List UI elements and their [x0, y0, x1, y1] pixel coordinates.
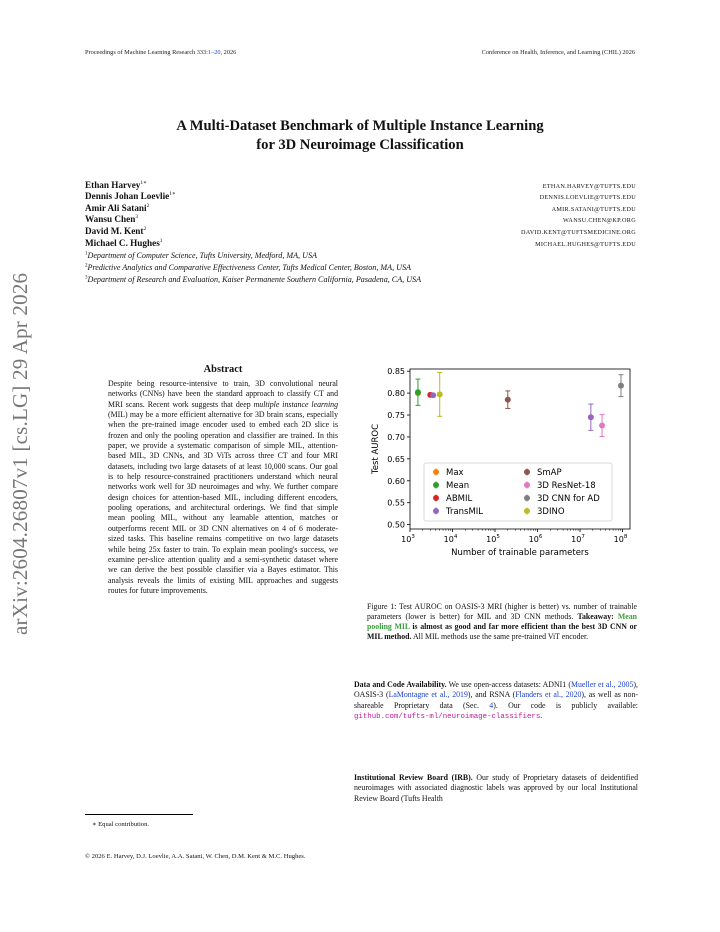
- x-tick-exponent: 6: [538, 534, 543, 540]
- legend-marker: [524, 495, 530, 501]
- footnote-rule: [85, 814, 193, 815]
- x-axis: [401, 529, 628, 544]
- author-row: Ethan Harvey$^{1∗}$ ETHAN.HARVEY@TUFTS.EDU: [85, 179, 636, 190]
- abstract-body: Despite being resource-intensive to train, 3D convolutional neural networks (CNNs) have been the standard approach to classify CT and MRI scans. Recent work suggests that deep multiple instance learning (MIL) may be a more efficient alternative for 3D brain scans, especially when the pre-trained image encoder used to embed each 2D slice is frozen and only the pooling operation and classifier are trained. In this paper, we provide a systematic comparison of simple MIL, attention-based MIL, 3D CNNs, and 3D ViTs across three CT and four MRI datasets, including two large datasets of at least 10,000 scans. Our goal is to help resource-constrained practitioners understand which neural networks work well for 3D neuroimages and why. We further compare design choices for attention-based MIL, including different encoders, pooling operations, and architectural orderings. We find that simple mean pooling MIL, without any learnable attention, matches or outperforms recent MIL or 3D CNN alternatives on 4 of 6 moderate-sized tasks. This baseline remains competitive on two large datasets while being 25x faster to train. To explain mean pooling's success, we examine per-slice attention quality and a semi-synthetic dataset where we can derive the best possible classifier via a Bayes estimator. This analysis reveals the limits of existing MIL approaches and suggests routes for future improvements.: [108, 379, 338, 595]
- abstract-heading: Abstract: [203, 364, 243, 375]
- chart-legend: [424, 463, 612, 521]
- x-tick-label: $10^7$: [571, 534, 585, 544]
- legend-label: ABMIL: [446, 494, 473, 504]
- data-point: [430, 392, 436, 398]
- author-row: Michael C. Hughes$^1$ MICHAEL.HUGHES@TUFTS.EDU: [85, 237, 636, 248]
- citation-link[interactable]: Flanders et al., 2020: [515, 690, 582, 700]
- x-tick-label: $10^8$: [613, 534, 628, 544]
- x-tick-exponent: 7: [581, 534, 585, 540]
- affiliation: $^2$Predictive Analytics and Comparative Effectiveness Center, Tufts Medical Center, Boston, MA, USA: [85, 262, 411, 272]
- x-tick-label: $10^3$: [401, 534, 415, 544]
- x-tick-label: $10^4$: [443, 534, 458, 544]
- running-header-right: Conference on Health, Inference, and Learning (CHIL) 2026: [481, 49, 635, 56]
- legend-label: Max: [446, 468, 464, 478]
- legend-label: 3DINO: [537, 507, 565, 517]
- affiliation: $^3$Department of Research and Evaluation, Kaiser Permanente Southern California, Pasadena, CA, USA: [85, 274, 422, 284]
- page-range-link[interactable]: 1–20: [207, 49, 221, 56]
- legend-label: SmAP: [537, 468, 562, 478]
- x-tick-label: $10^5$: [486, 534, 500, 544]
- paper-title: A Multi-Dataset Benchmark of Multiple Instance Learning for 3D Neuroimage Classification: [176, 118, 544, 153]
- author-row: Amir Ali Satani$^2$ AMIR.SATANI@TUFTS.EDU: [85, 202, 636, 213]
- legend-marker: [433, 495, 439, 501]
- x-tick-exponent: 5: [496, 534, 500, 540]
- data-point: [599, 423, 605, 429]
- section-link[interactable]: 4: [489, 700, 494, 710]
- legend-label: TransMIL: [446, 507, 484, 517]
- author-row: Dennis Johan Loevlie$^{1∗}$ DENNIS.LOEVLIE@TUFTS.EDU: [85, 191, 636, 202]
- x-tick-label: $10^6$: [528, 534, 543, 544]
- x-tick-exponent: 4: [453, 534, 458, 540]
- legend-marker: [433, 508, 439, 514]
- y-tick-label: 0.55: [387, 498, 405, 508]
- legend-marker: [524, 469, 530, 475]
- data-code-paragraph: Data and Code Availability. We use open-access datasets: ADNI1 (Mueller et al., 2005), OASIS-3 (LaMontagne et al., 2019), and RSNA (Flanders et al., 2020), as well as non-shareable Proprietary data (Sec. 4). Our code is publicly available: github.com/tufts-ml/neuroimage-classifiers.: [354, 680, 638, 722]
- legend-label: 3D ResNet-18: [537, 481, 596, 491]
- running-header-left: Proceedings of Machine Learning Research 333:1–20, 2026: [85, 49, 237, 56]
- y-tick-label: 0.65: [387, 454, 405, 464]
- y-tick-label: 0.50: [387, 520, 405, 530]
- affiliation: $^1$Department of Computer Science, Tufts University, Medford, MA, USA: [85, 250, 317, 260]
- data-point: [588, 414, 594, 420]
- data-points: [415, 373, 624, 437]
- x-tick-exponent: 3: [411, 534, 415, 540]
- author-row: David M. Kent$^2$ DAVID.KENT@TUFTSMEDICINE.ORG: [85, 225, 636, 236]
- x-tick-exponent: 8: [623, 534, 628, 540]
- author-email: DENNIS.LOEVLIE@TUFTS.EDU: [539, 194, 636, 202]
- author-email: WANSU.CHEN@KP.ORG: [562, 217, 636, 225]
- legend-marker: [433, 482, 439, 488]
- auroc-vs-params-chart: [354, 362, 638, 562]
- legend-label: Mean: [446, 481, 470, 491]
- author-email: DAVID.KENT@TUFTSMEDICINE.ORG: [520, 228, 636, 236]
- footnote: ∗ Equal contribution.: [92, 821, 150, 828]
- data-point: [505, 397, 511, 403]
- author-email: MICHAEL.HUGHES@TUFTS.EDU: [535, 240, 636, 248]
- code-repo-link[interactable]: github.com/tufts-ml/neuroimage-classifiers: [354, 713, 541, 722]
- figure-caption: Figure 1: Test AUROC on OASIS-3 MRI (higher is better) vs. number of trainable parameters (lower is better) for MIL and 3D CNN methods. Takeaway: Mean pooling MIL is almost as good and far more efficient than the best 3D CNN or MIL method. All MIL methods use the same pre-trained ViT encoder.: [367, 602, 637, 642]
- copyright-line: © 2026 E. Harvey, D.J. Loevlie, A.A. Satani, W. Chen, D.M. Kent & M.C. Hughes.: [85, 853, 306, 860]
- y-tick-label: 0.75: [387, 411, 405, 421]
- legend-label: 3D CNN for AD: [537, 494, 600, 504]
- x-axis-label: Number of trainable parameters: [451, 548, 589, 558]
- citation-link[interactable]: LaMontagne et al., 2019: [388, 690, 468, 700]
- citation-link[interactable]: Mueller et al., 2005: [571, 680, 634, 689]
- y-tick-label: 0.80: [387, 389, 405, 399]
- y-tick-label: 0.85: [387, 367, 405, 377]
- data-point: [437, 391, 443, 397]
- y-tick-label: 0.60: [387, 476, 405, 486]
- author-block: [85, 178, 636, 287]
- author-email: AMIR.SATANI@TUFTS.EDU: [551, 205, 636, 213]
- y-axis-label: Test AUROC: [371, 423, 381, 475]
- y-tick-label: 0.70: [387, 432, 405, 442]
- irb-paragraph: Institutional Review Board (IRB). Our study of Proprietary datasets of deidentified neuroimages with associated diagnostic labels was approved by our local Institutional Review Board (Tufts Health: [354, 773, 638, 803]
- author-email: ETHAN.HARVEY@TUFTS.EDU: [542, 182, 636, 190]
- author-row: Wansu Chen$^3$ WANSU.CHEN@KP.ORG: [85, 214, 636, 225]
- y-axis: [387, 367, 410, 529]
- legend-marker: [524, 508, 530, 514]
- data-point: [618, 383, 624, 389]
- data-point: [415, 389, 421, 395]
- legend-marker: [433, 469, 439, 475]
- arxiv-stamp: arXiv:2604.26807v1 [cs.LG] 29 Apr 2026: [8, 272, 32, 635]
- legend-marker: [524, 482, 530, 488]
